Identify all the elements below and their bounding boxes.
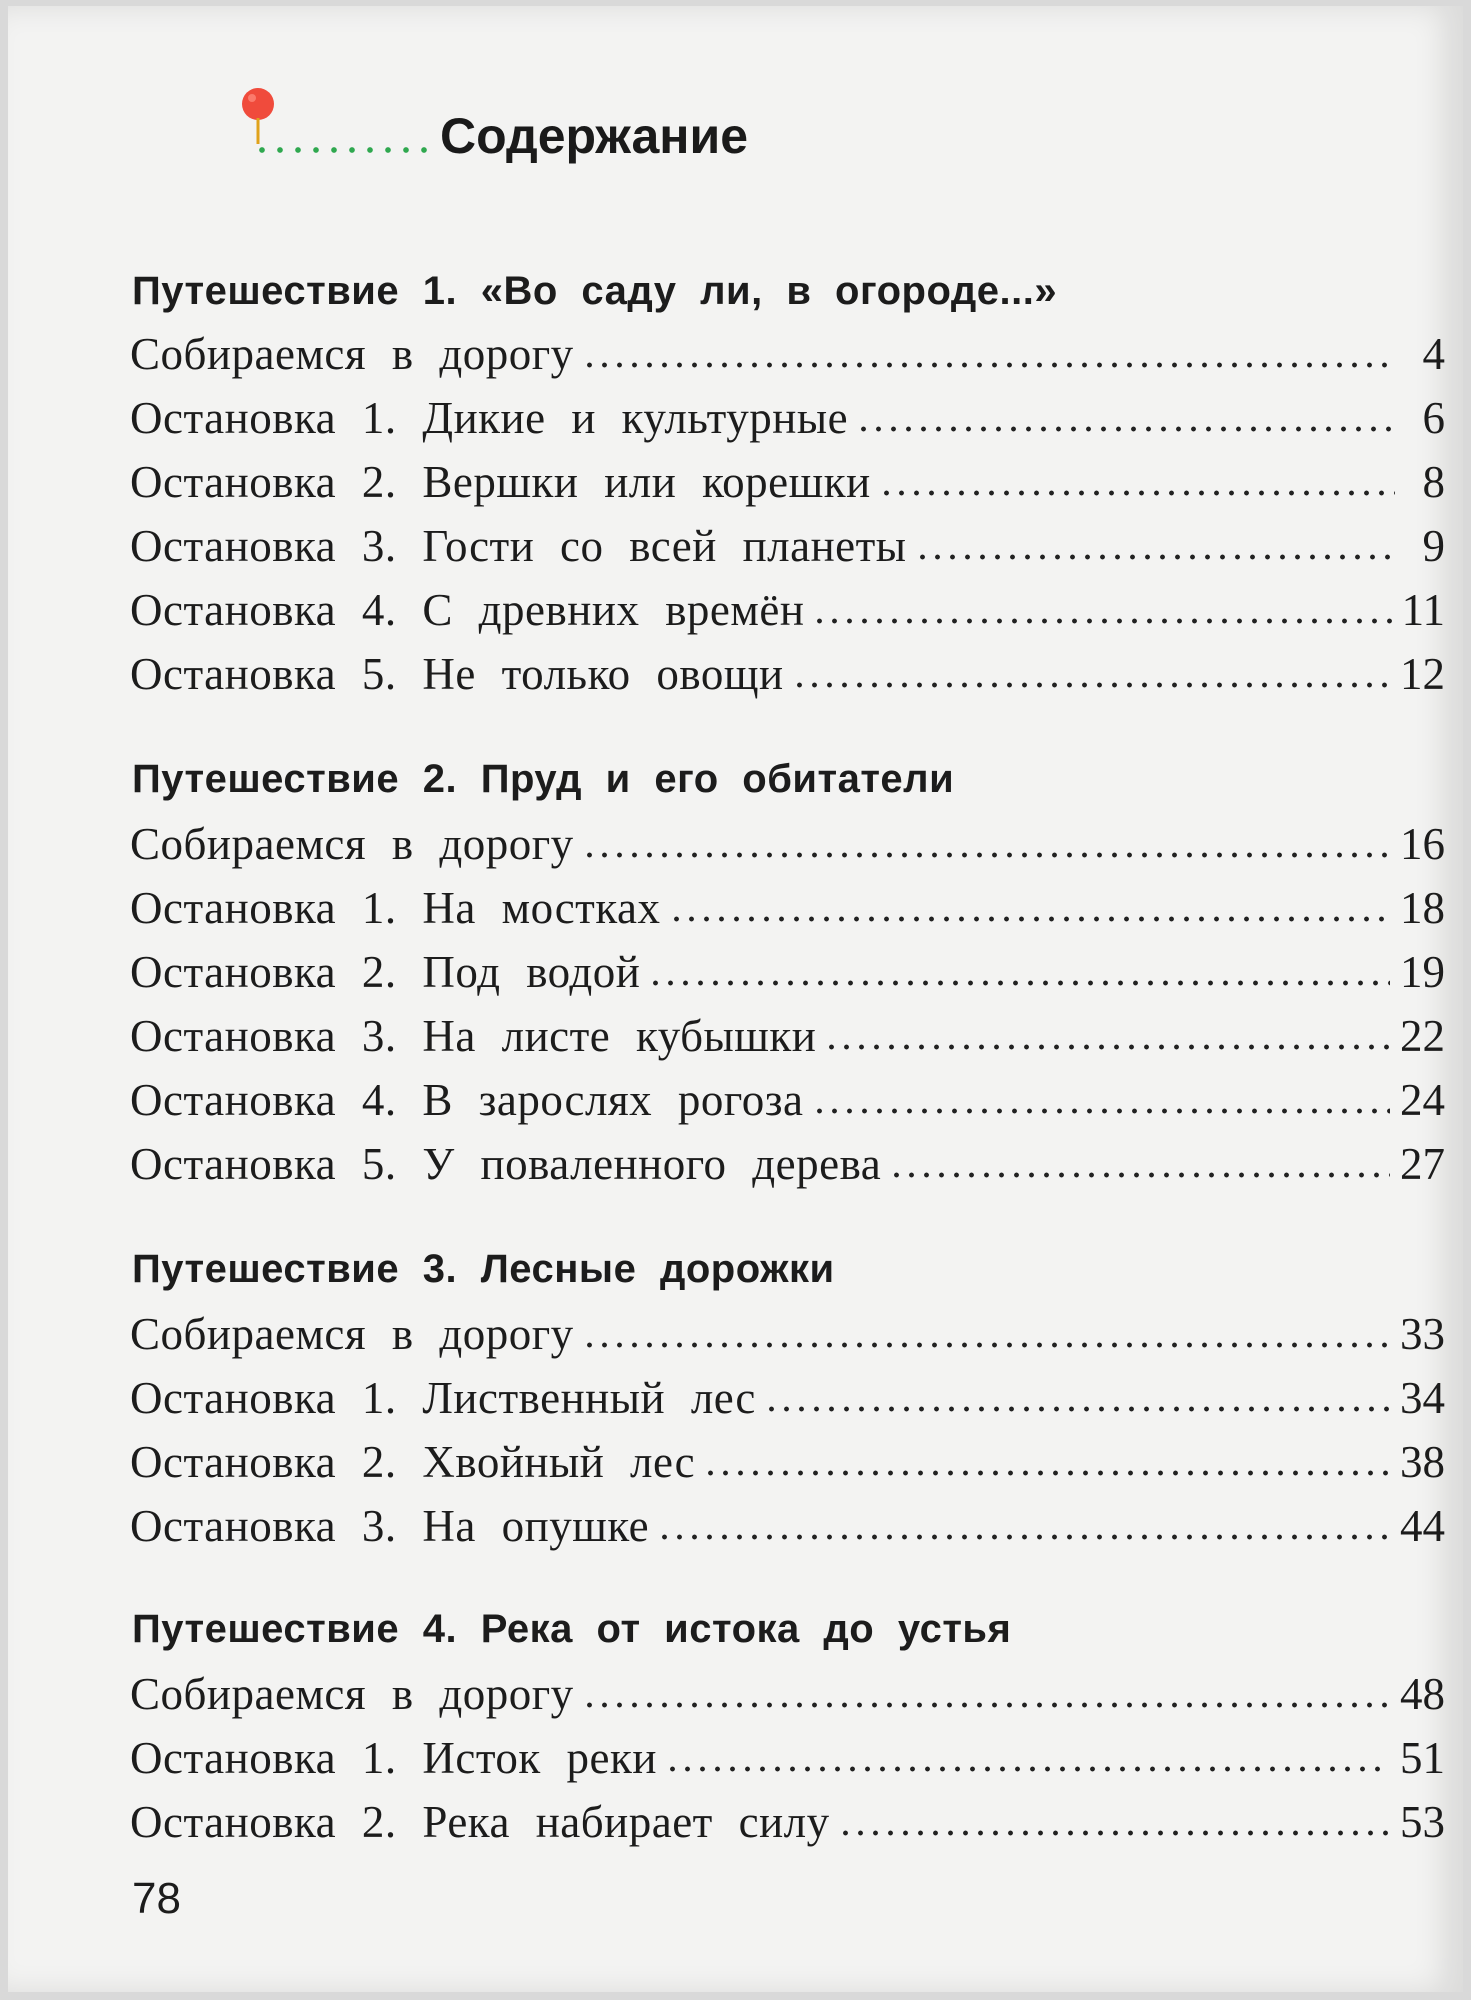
dot-leader	[838, 1827, 1390, 1837]
section-title: Путешествие 4. Река от истока до устья	[132, 1607, 1012, 1651]
toc-entry[interactable]	[130, 452, 1445, 512]
entry-page: 48	[1400, 1669, 1445, 1719]
dot-leader	[812, 1105, 1391, 1115]
table-of-contents	[8, 6, 1463, 1906]
entry-page: 9	[1422, 521, 1445, 571]
toc-entry[interactable]	[130, 878, 1445, 938]
entry-label: Остановка 1. Дикие и культурные	[130, 393, 849, 443]
entry-page: 24	[1400, 1075, 1445, 1125]
entry-label: Остановка 5. Не только овощи	[130, 649, 784, 699]
entry-label: Остановка 1. Исток реки	[130, 1733, 657, 1783]
toc-entry[interactable]	[130, 516, 1445, 576]
entry-page: 27	[1400, 1139, 1445, 1189]
dot-leader	[665, 1763, 1390, 1773]
entry-label: Остановка 3. На листе кубышки	[130, 1011, 817, 1061]
entry-label: Остановка 5. У поваленного дерева	[130, 1139, 882, 1189]
toc-entry[interactable]	[130, 1792, 1445, 1852]
toc-entry[interactable]	[130, 324, 1445, 384]
entry-page: 4	[1422, 329, 1445, 379]
entry-page: 38	[1400, 1437, 1445, 1487]
toc-entry[interactable]	[130, 580, 1445, 640]
entry-label: Остановка 3. На опушке	[130, 1501, 650, 1551]
dot-leader	[582, 359, 1395, 369]
entry-label: Остановка 3. Гости со всей планеты	[130, 521, 907, 571]
entry-page: 53	[1400, 1797, 1445, 1847]
entry-page: 34	[1400, 1373, 1445, 1423]
entry-label: Собираемся в дорогу	[130, 819, 574, 869]
entry-label: Остановка 2. Река набирает силу	[130, 1797, 830, 1847]
entry-label: Собираемся в дорогу	[130, 329, 574, 379]
dot-leader	[703, 1467, 1390, 1477]
toc-entry[interactable]	[130, 1070, 1445, 1130]
entry-page: 19	[1400, 947, 1445, 997]
entry-page: 8	[1422, 457, 1445, 507]
dot-leader	[669, 913, 1390, 923]
dot-leader	[879, 487, 1395, 497]
entry-label: Остановка 4. В зарослях рогоза	[130, 1075, 804, 1125]
section-title: Путешествие 3. Лесные дорожки	[132, 1247, 835, 1291]
dot-leader	[889, 1169, 1390, 1179]
dot-leader	[582, 1699, 1390, 1709]
toc-entry[interactable]	[130, 1496, 1445, 1556]
dot-leader	[648, 977, 1390, 987]
entry-label: Остановка 2. Вершки или корешки	[130, 457, 871, 507]
entry-page: 51	[1400, 1733, 1445, 1783]
entry-label: Остановка 2. Под водой	[130, 947, 641, 997]
page-number: 78	[132, 1874, 181, 1923]
toc-entry[interactable]	[130, 1664, 1445, 1724]
dot-leader	[915, 551, 1395, 561]
entry-page: 22	[1400, 1011, 1445, 1061]
entry-label: Остановка 1. На мостках	[130, 883, 661, 933]
toc-entry[interactable]	[130, 388, 1445, 448]
entry-page: 12	[1400, 649, 1445, 699]
toc-entry[interactable]	[130, 644, 1445, 704]
toc-entry[interactable]	[130, 1304, 1445, 1364]
entry-page: 11	[1401, 585, 1445, 635]
book-page	[8, 6, 1463, 1992]
dot-leader	[856, 423, 1395, 433]
dot-leader	[657, 1531, 1390, 1541]
entry-label: Собираемся в дорогу	[130, 1309, 574, 1359]
toc-entry[interactable]	[130, 814, 1445, 874]
entry-label: Собираемся в дорогу	[130, 1669, 574, 1719]
entry-page: 44	[1400, 1501, 1445, 1551]
entry-page: 33	[1400, 1309, 1445, 1359]
dot-leader	[824, 1041, 1390, 1051]
toc-entry[interactable]	[130, 1368, 1445, 1428]
entry-page: 6	[1422, 393, 1445, 443]
toc-entry[interactable]	[130, 1432, 1445, 1492]
entry-label: Остановка 1. Лиственный лес	[130, 1373, 756, 1423]
toc-entry[interactable]	[130, 1006, 1445, 1066]
entry-page: 18	[1400, 883, 1445, 933]
entry-page: 16	[1400, 819, 1445, 869]
dot-leader	[812, 615, 1391, 625]
entry-label: Остановка 2. Хвойный лес	[130, 1437, 696, 1487]
dot-leader	[792, 679, 1390, 689]
dot-leader	[764, 1403, 1390, 1413]
entry-label: Остановка 4. С древних времён	[130, 585, 805, 635]
toc-entry[interactable]	[130, 1728, 1445, 1788]
section-title: Путешествие 2. Пруд и его обитатели	[132, 757, 955, 801]
toc-entry[interactable]	[130, 942, 1445, 1002]
page-title: Содержание	[440, 108, 749, 164]
toc-entry[interactable]	[130, 1134, 1445, 1194]
dot-leader	[582, 849, 1390, 859]
section-title: Путешествие 1. «Во саду ли, в огороде...»	[132, 269, 1058, 313]
dot-leader	[582, 1339, 1390, 1349]
